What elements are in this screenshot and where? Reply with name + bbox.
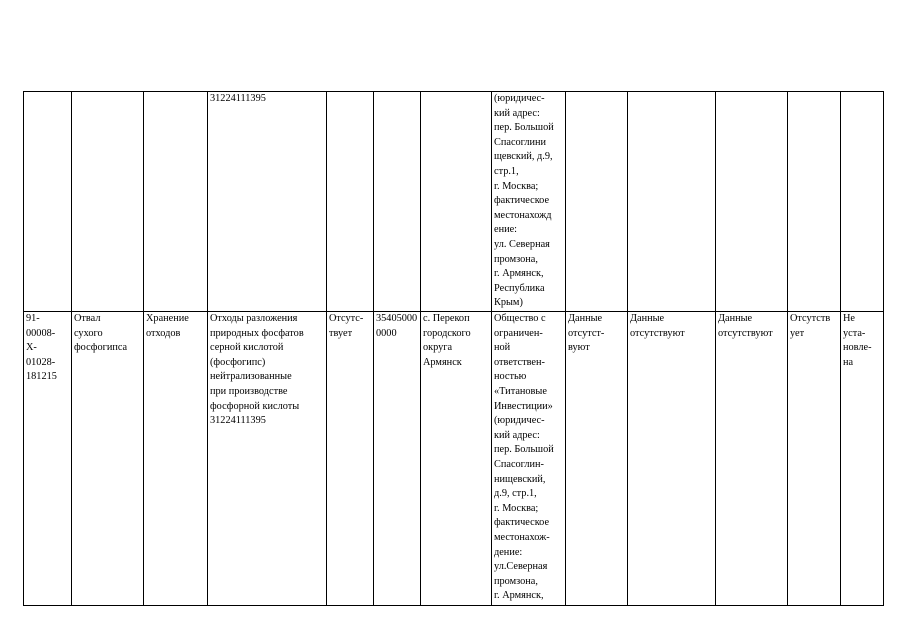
waste-facility-register-table bbox=[23, 91, 884, 606]
cell-location: с. Перекоп городского округа Армянск bbox=[421, 312, 492, 606]
cell-col10 bbox=[628, 92, 716, 312]
cell-col13: Не уста- новле- на bbox=[841, 312, 884, 606]
cell-col5: Отсутс- твует bbox=[327, 312, 374, 606]
cell-col12 bbox=[788, 92, 841, 312]
cell-waste-type: 31224111395 bbox=[208, 92, 327, 312]
table-row bbox=[24, 312, 884, 606]
cell-purpose: Хранение отходов bbox=[144, 312, 208, 606]
cell-location bbox=[421, 92, 492, 312]
cell-operator: (юридичес- кий адрес: пер. Большой Спасоглини щевский, д.9, стр.1, г. Москва; фактическое местонахожд ение: ул. Северная промзона, г. Армянск, Республика Крым) bbox=[492, 92, 566, 312]
cell-col10: Данные отсутствуют bbox=[628, 312, 716, 606]
cell-waste-type: Отходы разложения природных фосфатов серной кислотой (фосфогипс) нейтрализованные при производстве фосфорной кислоты 31224111395 bbox=[208, 312, 327, 606]
table-row bbox=[24, 92, 884, 312]
cell-oktmo bbox=[374, 92, 421, 312]
cell-col9 bbox=[566, 92, 628, 312]
cell-col11: Данные отсутствуют bbox=[716, 312, 788, 606]
cell-object-name bbox=[72, 92, 144, 312]
cell-col5 bbox=[327, 92, 374, 312]
cell-register-number bbox=[24, 92, 72, 312]
cell-oktmo: 35405000 0000 bbox=[374, 312, 421, 606]
cell-col12: Отсутств ует bbox=[788, 312, 841, 606]
cell-operator: Общество с ограничен- ной ответствен- ностью «Титановые Инвестиции» (юридичес- кий адрес: пер. Большой Спасоглин- нищевский, д.9, стр.1, г. Москва; фактическое местонахож- дение: ул.Северная промзона, г. Армянск, bbox=[492, 312, 566, 606]
cell-register-number: 91- 00008- Х- 01028- 181215 bbox=[24, 312, 72, 606]
cell-col11 bbox=[716, 92, 788, 312]
cell-col13 bbox=[841, 92, 884, 312]
cell-col9: Данные отсутст- вуют bbox=[566, 312, 628, 606]
cell-purpose bbox=[144, 92, 208, 312]
cell-object-name: Отвал сухого фосфогипса bbox=[72, 312, 144, 606]
